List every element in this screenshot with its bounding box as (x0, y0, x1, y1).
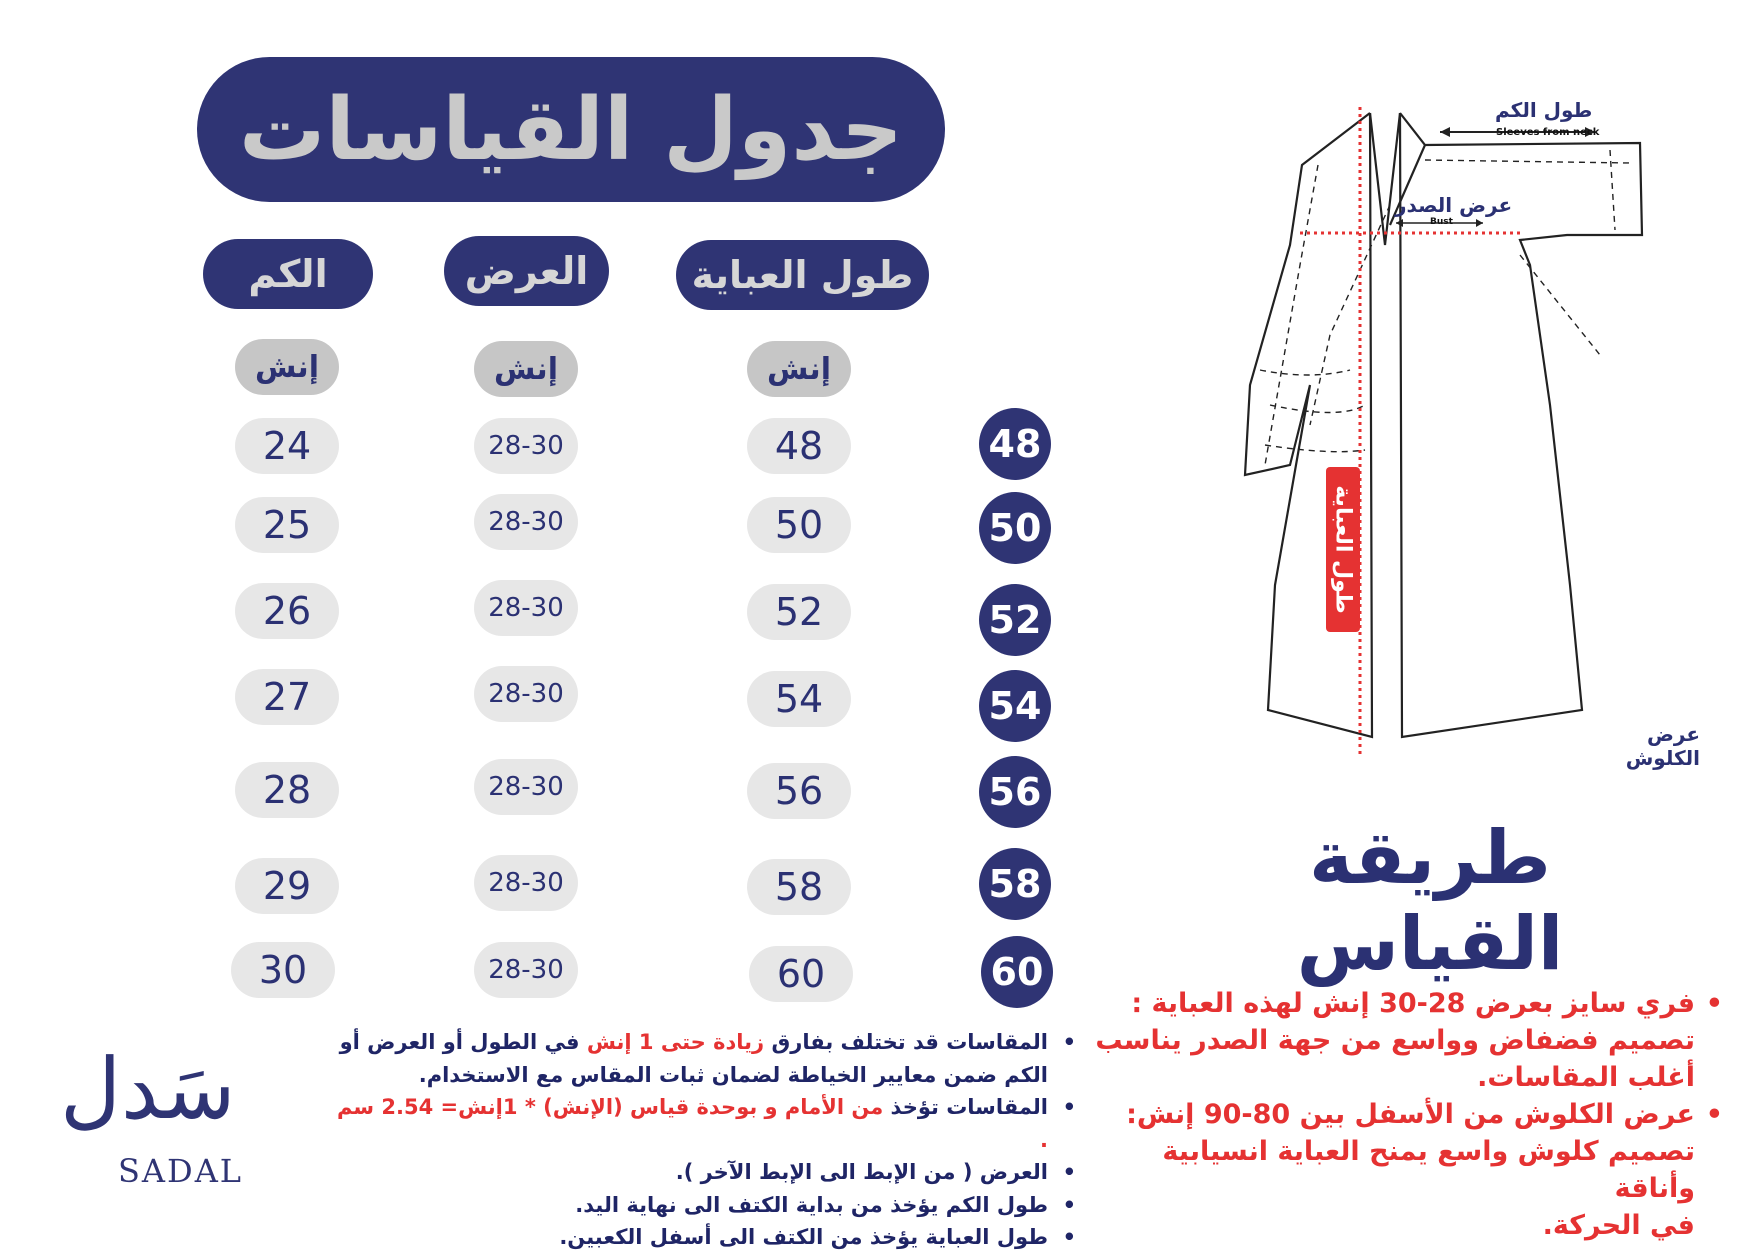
unit-width: إنش (474, 341, 578, 397)
note-1-highlight: زيادة حتى 1 إنش (586, 1030, 765, 1054)
page-title-pill (197, 57, 945, 202)
right-note-1-line1: • فري سايز بعرض 28-30 إنش لهذه العباية : (1131, 988, 1695, 1019)
unit-length: إنش (747, 341, 851, 397)
notes-list (330, 1026, 1080, 1254)
length-cell: 50 (747, 497, 851, 553)
header-width (444, 236, 609, 306)
note-1 (330, 1026, 1048, 1091)
note-2-highlight: من الأمام و بوحدة قياس (الإنش) * 1إنش= 2.54 سم . (336, 1095, 1048, 1152)
right-note-2-line2: تصميم كلوش واسع يمنح العباية انسيابية وأناقة (1162, 1136, 1695, 1204)
abaya-diagram (1230, 98, 1700, 770)
length-cell: 52 (747, 584, 851, 640)
logo-arabic: سَدل (60, 1040, 236, 1138)
width-cell: 28-30 (474, 580, 578, 636)
size-badge: 60 (981, 936, 1053, 1008)
header-sleeve (203, 239, 373, 309)
note-1-part-b: في الطول أو العرض أو الكم ضمن معايير الخياطة لضمان ثبات المقاس مع الاستخدام. (339, 1030, 1048, 1087)
width-cell: 28-30 (474, 759, 578, 815)
header-width-label: العرض (464, 249, 589, 293)
length-cell: 54 (747, 671, 851, 727)
size-badge: 54 (979, 670, 1051, 742)
note-5: • طول العباية يؤخذ من الكتف الى أسفل الكعبين. (330, 1221, 1048, 1254)
sleeve-cell: 26 (235, 583, 339, 639)
size-badge: 52 (979, 584, 1051, 656)
page-title: جدول القياسات (238, 79, 904, 180)
bust-label-en: Bust (1430, 217, 1453, 227)
note-2 (330, 1091, 1048, 1156)
header-length (676, 240, 929, 310)
width-cell: 28-30 (474, 494, 578, 550)
size-badge: 56 (979, 756, 1051, 828)
right-note-1-line2: تصميم فضفاض وواسع من جهة الصدر يناسب (1095, 1025, 1695, 1056)
length-tag-label: طول العباية (1330, 485, 1356, 614)
note-1-part-a: المقاسات قد تختلف بفارق (764, 1030, 1048, 1054)
header-length-label: طول العباية (691, 253, 914, 297)
sadal-logo (40, 1040, 260, 1200)
sleeve-cell: 29 (235, 858, 339, 914)
sleeve-cell: 25 (235, 497, 339, 553)
sleeve-cell: 30 (231, 942, 335, 998)
right-note-2-line3: في الحركة. (1542, 1210, 1695, 1241)
width-cell: 28-30 (474, 418, 578, 474)
sleeve-label-ar: طول الكم (1495, 98, 1593, 122)
width-cell: 28-30 (474, 855, 578, 911)
note-3: • العرض ( من الإبط الى الإبط الآخر ). (330, 1156, 1048, 1189)
unit-sleeve: إنش (235, 339, 339, 395)
size-badge: 48 (979, 408, 1051, 480)
sleeve-cell: 27 (235, 669, 339, 725)
right-notes (1095, 985, 1725, 1244)
bust-label-ar: عرض الصدر (1395, 193, 1513, 217)
right-note-1 (1095, 985, 1695, 1096)
length-tag (1326, 467, 1360, 632)
right-note-2 (1095, 1096, 1695, 1244)
note-2-part-a: المقاسات تؤخذ (883, 1095, 1048, 1119)
right-note-1-line3: أغلب المقاسات. (1477, 1062, 1695, 1093)
sleeve-cell: 24 (235, 418, 339, 474)
hem-label-ar: عرض الكلوش (1625, 722, 1700, 770)
length-cell: 48 (747, 418, 851, 474)
method-title: طريقة القياس (1296, 815, 1564, 987)
size-badge: 50 (979, 492, 1051, 564)
note-4: • طول الكم يؤخذ من بداية الكتف الى نهاية اليد. (330, 1189, 1048, 1222)
width-cell: 28-30 (474, 942, 578, 998)
sleeve-label-en: Sleeves from neck (1496, 127, 1600, 138)
size-badge: 58 (979, 848, 1051, 920)
right-note-2-line1: • عرض الكلوش من الأسفل بين 80-90 إنش: (1126, 1099, 1695, 1130)
length-cell: 56 (747, 763, 851, 819)
length-cell: 58 (747, 859, 851, 915)
sleeve-cell: 28 (235, 762, 339, 818)
length-cell: 60 (749, 946, 853, 1002)
header-sleeve-label: الكم (248, 252, 328, 296)
logo-latin: SADAL (118, 1152, 244, 1190)
width-cell: 28-30 (474, 666, 578, 722)
